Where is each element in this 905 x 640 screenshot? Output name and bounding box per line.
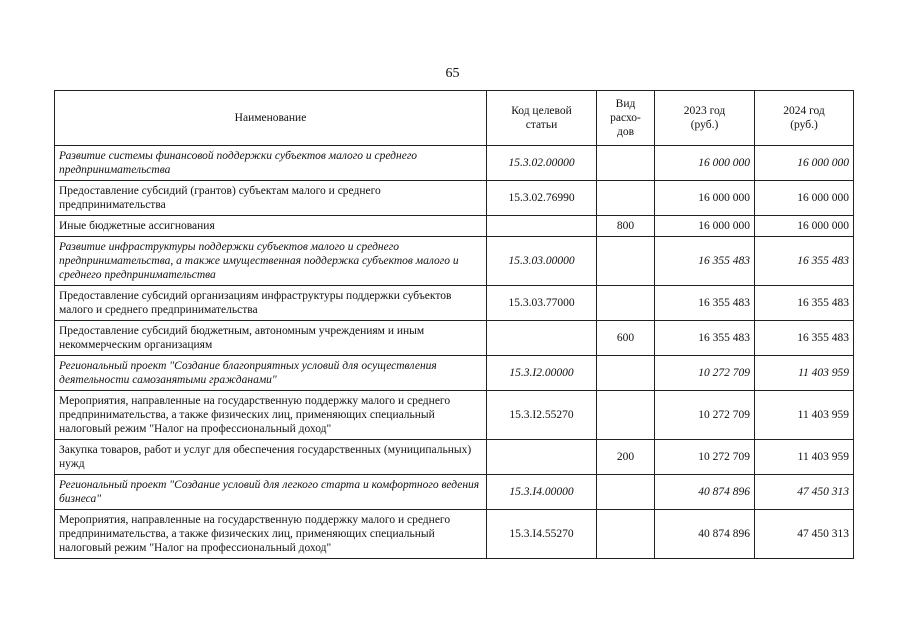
row-name: Региональный проект "Создание условий для легкого старта и комфортного ведения бизнеса" [55,475,487,510]
row-type: 600 [597,321,655,356]
row-code [487,321,597,356]
row-2023: 16 355 483 [655,237,755,286]
table-row [55,510,854,559]
header-code: Код целевой статьи [487,91,597,146]
row-code: 15.3.03.00000 [487,237,597,286]
row-code: 15.3.I2.00000 [487,356,597,391]
row-2024: 16 355 483 [755,237,854,286]
row-name: Предоставление субсидий организациям инфраструктуры поддержки субъектов малого и среднего предпринимательства [55,286,487,321]
row-2024: 11 403 959 [755,356,854,391]
row-2024: 47 450 313 [755,510,854,559]
row-name: Развитие инфраструктуры поддержки субъектов малого и среднего предпринимательства, а также имущественная поддержка субъектов малого и среднего предпринимательства [55,237,487,286]
row-2023: 16 000 000 [655,146,755,181]
row-name: Региональный проект "Создание благоприятных условий для осуществления деятельности самозанятыми гражданами" [55,356,487,391]
table-row [55,216,854,237]
row-type [597,475,655,510]
page-number: 65 [445,66,460,81]
row-type [597,391,655,440]
row-2023: 16 000 000 [655,181,755,216]
table-row [55,391,854,440]
row-code: 15.3.I4.00000 [487,475,597,510]
row-type: 200 [597,440,655,475]
row-2023: 10 272 709 [655,391,755,440]
row-name: Предоставление субсидий (грантов) субъектам малого и среднего предпринимательства [55,181,487,216]
row-code: 15.3.02.00000 [487,146,597,181]
table-header [55,91,854,146]
row-type [597,181,655,216]
row-code: 15.3.I4.55270 [487,510,597,559]
row-type: 800 [597,216,655,237]
row-2024: 11 403 959 [755,440,854,475]
row-2024: 47 450 313 [755,475,854,510]
header-year-2023: 2023 год (руб.) [655,91,755,146]
row-2024: 16 355 483 [755,286,854,321]
row-2023: 40 874 896 [655,475,755,510]
row-name: Мероприятия, направленные на государственную поддержку малого и среднего предпринимательства, а также физических лиц, применяющих специальный налоговый режим "Налог на профессиональный доход" [55,510,487,559]
row-code: 15.3.I2.55270 [487,391,597,440]
row-2023: 40 874 896 [655,510,755,559]
header-row [55,91,854,146]
row-type [597,356,655,391]
header-name: Наименование [55,91,487,146]
row-2024: 16 000 000 [755,181,854,216]
table-row [55,440,854,475]
table-row [55,475,854,510]
row-name: Иные бюджетные ассигнования [55,216,487,237]
table-row [55,356,854,391]
table-row [55,321,854,356]
table-row [55,181,854,216]
table-body [55,146,854,559]
header-type: Вид расхо-дов [597,91,655,146]
table-row [55,237,854,286]
row-2023: 16 000 000 [655,216,755,237]
row-2023: 16 355 483 [655,321,755,356]
header-year-2024: 2024 год (руб.) [755,91,854,146]
row-name: Предоставление субсидий бюджетным, автономным учреждениям и иным некоммерческим организациям [55,321,487,356]
row-2023: 10 272 709 [655,356,755,391]
budget-table [54,90,854,559]
row-name: Мероприятия, направленные на государственную поддержку малого и среднего предпринимательства, а также физических лиц, применяющих специальный налоговый режим "Налог на профессиональный доход" [55,391,487,440]
row-2024: 16 000 000 [755,216,854,237]
row-type [597,237,655,286]
table-row [55,286,854,321]
row-type [597,286,655,321]
row-type [597,510,655,559]
row-2024: 16 000 000 [755,146,854,181]
row-code [487,440,597,475]
row-2023: 16 355 483 [655,286,755,321]
row-2023: 10 272 709 [655,440,755,475]
row-name: Развитие системы финансовой поддержки субъектов малого и среднего предпринимательства [55,146,487,181]
row-2024: 11 403 959 [755,391,854,440]
row-type [597,146,655,181]
row-name: Закупка товаров, работ и услуг для обеспечения государственных (муниципальных) нужд [55,440,487,475]
table-row [55,146,854,181]
row-code: 15.3.03.77000 [487,286,597,321]
row-2024: 16 355 483 [755,321,854,356]
row-code: 15.3.02.76990 [487,181,597,216]
row-code [487,216,597,237]
